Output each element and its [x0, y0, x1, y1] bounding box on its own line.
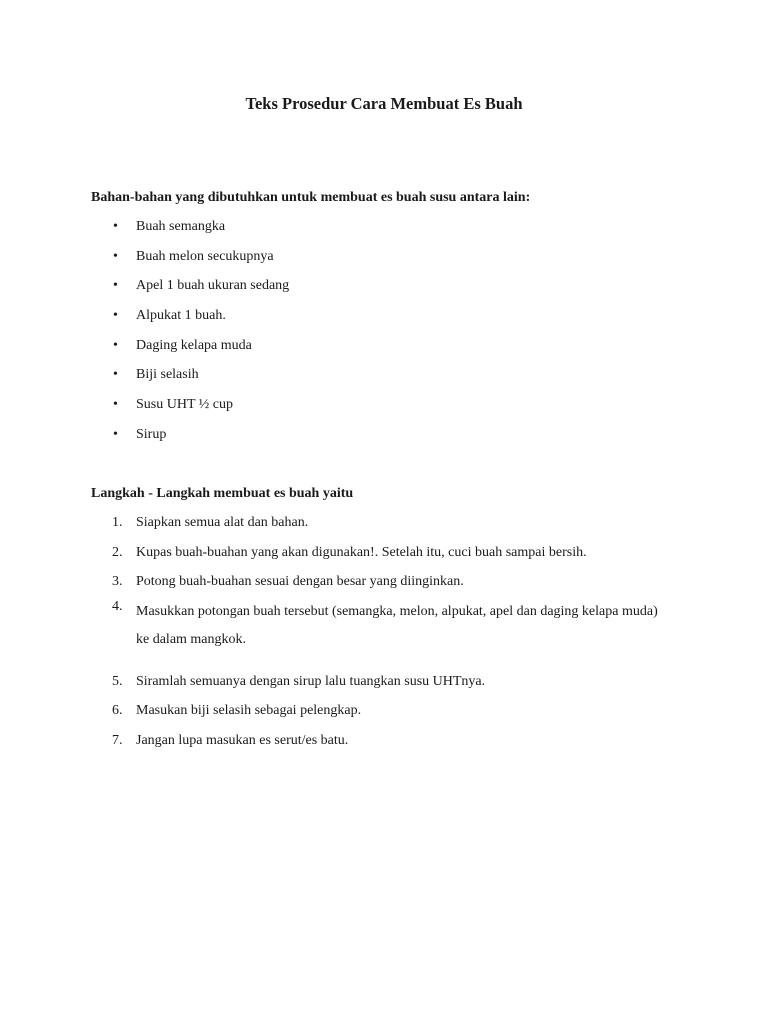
step-number: 6. — [112, 703, 123, 718]
bullet-icon: • — [113, 219, 118, 234]
bullet-icon: • — [113, 308, 118, 324]
step-number: 1. — [112, 515, 123, 530]
step-number: 3. — [112, 574, 123, 589]
ingredient-text: Alpukat 1 buah. — [136, 308, 226, 324]
step-number: 4. — [112, 598, 123, 614]
bullet-icon: • — [113, 397, 118, 413]
step-text: Masukkan potongan buah tersebut (semangka, melon, alpukat, apel dan daging kelapa muda) ke dalam mangkok. — [136, 603, 658, 647]
step-item — [0, 702, 768, 720]
step-item — [0, 514, 768, 532]
step-text: Potong buah-buahan sesuai dengan besar yang diinginkan. — [136, 574, 464, 589]
step-text: Siapkan semua alat dan bahan. — [136, 515, 309, 530]
ingredient-text: Buah melon secukupnya — [136, 248, 274, 264]
step-number: 2. — [112, 544, 123, 560]
document-title: Teks Prosedur Cara Membuat Es Buah — [245, 94, 523, 113]
steps-list — [0, 514, 768, 761]
step-item — [0, 732, 768, 750]
step-item — [0, 673, 768, 691]
step-text: Jangan lupa masukan es serut/es batu. — [136, 732, 349, 748]
step-item — [0, 598, 768, 654]
step-number: 7. — [112, 732, 123, 748]
ingredient-text: Daging kelapa muda — [136, 337, 252, 353]
ingredient-text: Susu UHT ½ cup — [136, 397, 233, 413]
bullet-icon: • — [113, 278, 118, 294]
bullet-icon: • — [113, 367, 118, 383]
step-text: Masukan biji selasih sebagai pelengkap. — [136, 703, 362, 718]
step-item — [0, 544, 768, 562]
ingredient-text: Buah semangka — [136, 219, 226, 234]
steps-heading: Langkah - Langkah membuat es buah yaitu — [91, 486, 354, 501]
bullet-icon: • — [113, 248, 118, 264]
step-number: 5. — [112, 673, 123, 689]
ingredient-text: Apel 1 buah ukuran sedang — [136, 278, 290, 294]
ingredient-text: Biji selasih — [136, 367, 199, 383]
step-text: Kupas buah-buahan yang akan digunakan!. Setelah itu, cuci buah sampai bersih. — [136, 544, 587, 560]
bullet-icon: • — [113, 426, 118, 442]
ingredients-heading: Bahan-bahan yang dibutuhkan untuk membuat es buah susu antara lain: — [91, 190, 531, 205]
ingredient-text: Sirup — [136, 426, 167, 442]
step-text: Siramlah semuanya dengan sirup lalu tuangkan susu UHTnya. — [136, 673, 486, 689]
bullet-icon: • — [113, 337, 118, 353]
step-item — [0, 573, 768, 591]
